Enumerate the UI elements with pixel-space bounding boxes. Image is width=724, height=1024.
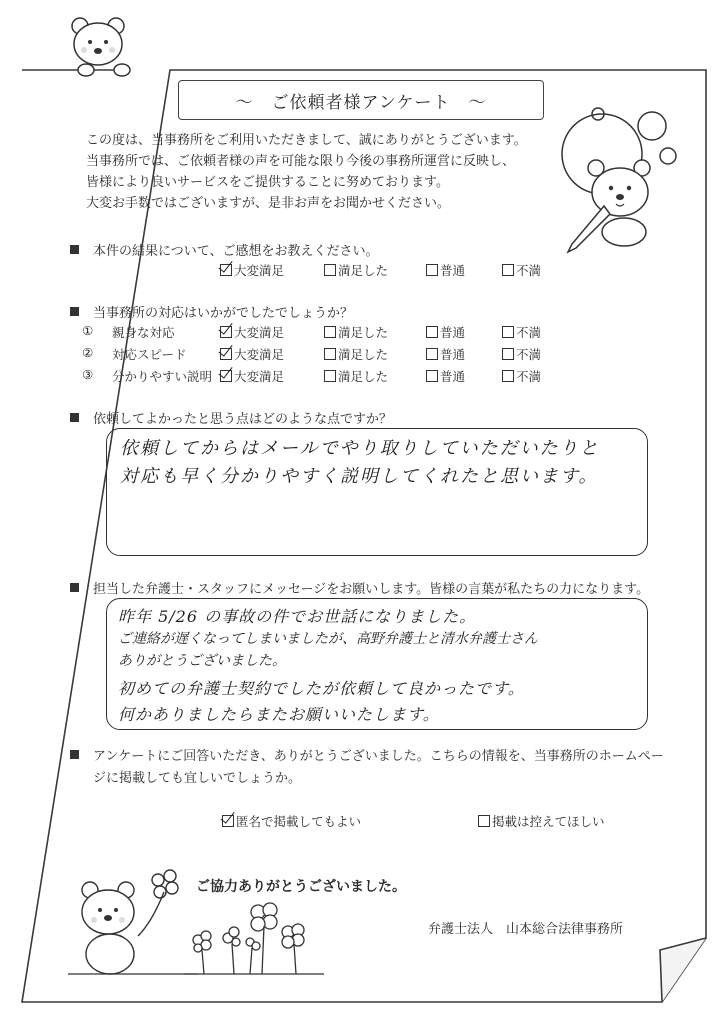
question-3 xyxy=(70,408,392,427)
option-label: 普通 xyxy=(440,369,466,384)
checkbox[interactable] xyxy=(324,370,336,382)
checkbox[interactable] xyxy=(324,326,336,338)
checkbox[interactable] xyxy=(324,264,336,276)
option-label: 普通 xyxy=(440,325,466,340)
checkbox[interactable] xyxy=(426,348,438,360)
q4-answer-line: ありがとうございました。 xyxy=(118,653,286,669)
bullet-square-icon xyxy=(70,583,79,592)
option-label: 普通 xyxy=(440,347,466,362)
survey-title: 〜 ご依頼者様アンケート 〜 xyxy=(178,80,544,120)
clover-flowers-icon xyxy=(184,898,324,978)
question-5 xyxy=(70,746,664,768)
option-label: 大変満足 xyxy=(234,347,285,362)
bear-pencil-icon xyxy=(532,96,692,256)
checkbox-checked[interactable] xyxy=(220,264,232,276)
checkbox-checked[interactable] xyxy=(222,815,234,827)
q2-2-option-neutral[interactable] xyxy=(426,345,465,363)
question-4 xyxy=(70,578,649,597)
checkbox[interactable] xyxy=(502,370,514,382)
q5-options xyxy=(0,812,700,830)
bullet-square-icon xyxy=(70,245,79,254)
q2-1-option-neutral[interactable] xyxy=(426,323,465,341)
question-5-text: アンケートにご回答いただき、ありがとうございました。こちらの情報を、当事務所のホームペー xyxy=(93,749,664,764)
q4-answer-line: 初めての弁護士契約でしたが依頼して良かったです。 xyxy=(118,679,525,698)
q1-options xyxy=(70,261,570,279)
checkbox-checked[interactable] xyxy=(220,348,232,360)
question-1-text: 本件の結果について、ご感想をお教えください。 xyxy=(93,244,379,259)
q1-option-satisfied[interactable] xyxy=(324,261,388,279)
option-label: 不満 xyxy=(516,325,542,340)
q2-2-option-satisfied[interactable] xyxy=(324,345,388,363)
bullet-square-icon xyxy=(70,307,79,316)
option-label: 不満 xyxy=(516,347,542,362)
intro-line: 大変お手数ではございますが、是非お声をお聞かせください。 xyxy=(86,196,451,211)
intro-line: 皆様により良いサービスをご提供することに努めております。 xyxy=(86,175,449,190)
item-number: ③ xyxy=(82,367,94,382)
q2-1-option-satisfied[interactable] xyxy=(324,323,388,341)
q2-1-option-very-satisfied[interactable] xyxy=(220,323,284,341)
q4-answer-line: 昨年 5/26 の事故の件でお世話になりました。 xyxy=(118,607,477,626)
option-label: 不満 xyxy=(516,263,542,278)
q3-answer-line: 依頼してからはメールでやり取りしていただいたりと xyxy=(120,438,600,459)
item-label: 親身な対応 xyxy=(112,325,175,340)
q2-2-option-dissatisfied[interactable] xyxy=(502,345,541,363)
question-2 xyxy=(70,302,353,321)
q2-3-option-very-satisfied[interactable] xyxy=(220,367,284,385)
option-label: 普通 xyxy=(440,263,466,278)
q4-answer-line: 何かありましたらまたお願いいたします。 xyxy=(118,705,440,724)
checkbox-checked[interactable] xyxy=(220,326,232,338)
intro-line: 当事務所では、ご依頼者様の声を可能な限り今後の事務所運営に反映し、 xyxy=(86,154,516,169)
question-2-text: 当事務所の対応はいかがでしたでしょうか？ xyxy=(93,306,354,321)
question-3-text: 依頼してよかったと思う点はどのような点ですか？ xyxy=(93,412,393,427)
question-5-text-line2: ジに掲載しても宜しいでしょうか。 xyxy=(93,771,302,786)
option-label: 大変満足 xyxy=(234,369,285,384)
bullet-square-icon xyxy=(70,413,79,422)
q5-option-decline[interactable] xyxy=(478,812,605,830)
firm-name: 弁護士法人 山本総合法律事務所 xyxy=(428,922,624,937)
q2-3-option-dissatisfied[interactable] xyxy=(502,367,541,385)
question-1 xyxy=(70,240,378,259)
q5-option-anonymous[interactable] xyxy=(222,812,361,830)
q2-item-3 xyxy=(82,367,582,385)
item-label: 対応スピード xyxy=(112,347,187,362)
q2-1-option-dissatisfied[interactable] xyxy=(502,323,541,341)
item-number: ② xyxy=(82,345,94,360)
intro-text xyxy=(86,130,546,214)
item-label: 分かりやすい説明 xyxy=(112,369,213,384)
checkbox[interactable] xyxy=(324,348,336,360)
checkbox[interactable] xyxy=(502,348,514,360)
q2-item-2 xyxy=(82,345,582,363)
option-label: 満足した xyxy=(338,369,389,384)
checkbox[interactable] xyxy=(426,370,438,382)
checkbox-checked[interactable] xyxy=(220,370,232,382)
q2-3-option-neutral[interactable] xyxy=(426,367,465,385)
checkbox[interactable] xyxy=(426,264,438,276)
q1-option-very-satisfied[interactable] xyxy=(220,261,284,279)
bullet-square-icon xyxy=(70,750,79,759)
question-4-text: 担当した弁護士・スタッフにメッセージをお願いします。皆様の言葉が私たちの力になります。 xyxy=(93,582,650,597)
q2-3-option-satisfied[interactable] xyxy=(324,367,388,385)
checkbox[interactable] xyxy=(502,264,514,276)
option-label: 満足した xyxy=(338,263,389,278)
checkbox[interactable] xyxy=(502,326,514,338)
checkbox[interactable] xyxy=(426,326,438,338)
checkbox[interactable] xyxy=(478,815,490,827)
q3-answer-line: 対応も早く分かりやすく説明してくれたと思います。 xyxy=(120,466,599,487)
option-label: 大変満足 xyxy=(234,263,285,278)
q1-option-neutral[interactable] xyxy=(426,261,465,279)
option-label: 満足した xyxy=(338,325,389,340)
intro-line: この度は、当事務所をご利用いただきまして、誠にありがとうございます。 xyxy=(86,133,527,148)
option-label: 匿名で掲載してもよい xyxy=(236,814,362,829)
q1-option-dissatisfied[interactable] xyxy=(502,261,541,279)
option-label: 大変満足 xyxy=(234,325,285,340)
option-label: 不満 xyxy=(516,369,542,384)
thank-you-text: ご協力ありがとうございました。 xyxy=(196,879,406,895)
q2-item-1 xyxy=(82,323,582,341)
bear-clover-icon xyxy=(68,862,198,978)
option-label: 掲載は控えてほしい xyxy=(492,814,605,829)
option-label: 満足した xyxy=(338,347,389,362)
bear-peeking-icon xyxy=(64,14,142,78)
item-number: ① xyxy=(82,323,94,338)
q4-answer-line: ご連絡が遅くなってしまいましたが、高野弁護士と清水弁護士さん xyxy=(118,631,538,647)
q2-2-option-very-satisfied[interactable] xyxy=(220,345,284,363)
